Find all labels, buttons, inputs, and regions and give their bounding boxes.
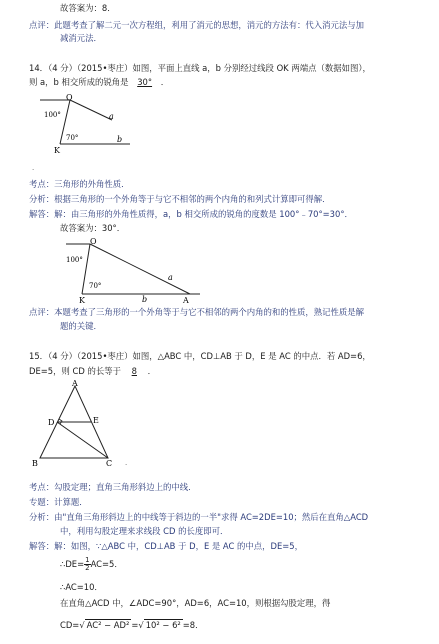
q14-fenxi: 分析：根据三角形的一个外角等于与它不相邻的两个内角的和列式计算即可得解． <box>29 194 331 204</box>
label-b: b <box>142 295 148 304</box>
step-ac: ∴AC=10． <box>60 582 103 592</box>
q14-header-end: ． <box>160 77 170 87</box>
label-e: E <box>93 416 99 425</box>
format-mark: . <box>125 459 128 467</box>
label-b: b <box>117 135 123 144</box>
prev-answer: 故答案为：8． <box>60 3 116 13</box>
q15-question-text: DE=5，则 CD 的长等于 <box>29 366 121 376</box>
angle-100: 100° <box>44 111 61 119</box>
q14-jieda: 解答：解：由三角形的外角性质得，a，b 相交所成的锐角的度数是 100°﹣70°=30°． <box>29 209 353 219</box>
line-a <box>90 244 190 294</box>
angle-100: 100° <box>66 256 83 264</box>
sqrt-expression-2: 10² − 6² <box>145 620 181 630</box>
q14-answer-line: 故答案为：30°． <box>60 223 126 233</box>
label-b: B <box>32 459 38 468</box>
label-k: K <box>79 296 85 304</box>
sqrt-sign-icon: √ <box>138 620 144 630</box>
fraction-denominator: 2 <box>85 564 90 572</box>
segment-cd <box>57 422 108 458</box>
label-d: D <box>48 418 55 427</box>
q14-header-line-2 <box>29 77 169 88</box>
sqrt-sign-icon: √ <box>79 620 85 630</box>
label-c: C <box>106 459 113 468</box>
q14-figure-1 <box>30 92 140 154</box>
step-cd <box>60 620 204 631</box>
label-a-point: A <box>183 296 189 304</box>
label-o: O <box>66 93 73 102</box>
q15-zhuanti: 专题：计算题． <box>29 497 88 507</box>
q15-figure <box>30 378 120 468</box>
angle-70: 70° <box>66 134 79 142</box>
angle-70: 70° <box>89 282 102 290</box>
q14-comment-line-1: 点评：本题考查了三角形的一个外角等于与它不相邻的两个内角的和的性质，熟记性质是解 <box>29 307 364 317</box>
q14-comment-line-2: 题的关键． <box>60 321 102 331</box>
label-a: A <box>72 379 78 388</box>
q14-kaodian: 考点：三角形的外角性质． <box>29 179 130 189</box>
q15-header-end: ． <box>147 366 157 376</box>
format-mark: . <box>32 164 35 172</box>
q15-header-line-2 <box>29 366 156 377</box>
line-a <box>70 100 112 120</box>
step-cd-pre: CD= <box>60 620 80 630</box>
step-de <box>60 557 123 572</box>
q15-answer-blank: 8 <box>131 366 137 376</box>
label-a: a <box>109 112 114 121</box>
step-de-post: AC=5． <box>90 559 123 569</box>
fraction-numerator: 1 <box>85 556 90 564</box>
sqrt-expression-1: AC² − AD² <box>86 620 130 630</box>
label-a: a <box>168 273 173 282</box>
label-k: K <box>54 146 60 154</box>
label-o: O <box>90 237 97 246</box>
equals-sign: = <box>131 620 139 630</box>
q15-fenxi-line-1: 分析：由"直角三角形斜边上的中线等于斜边的一半"求得 AC=2DE=10；然后在直角△ACD <box>29 512 369 522</box>
q15-header-line-1: 15．（4 分）（2015•枣庄）如图，△ABC 中，CD⊥AB 于 D，E 是 AC 的中点．若 AD=6， <box>29 351 371 361</box>
prev-comment-line-1: 点评：此题考查了解二元一次方程组，利用了消元的思想，消元的方法有：代入消元法与加 <box>29 20 364 30</box>
step-de-pre: ∴DE= <box>60 559 85 569</box>
q15-fenxi-line-2: 中，利用勾股定理来求线段 CD 的长度即可． <box>60 526 229 536</box>
q14-figure-2 <box>60 236 210 304</box>
q14-header-line-1: 14．（4 分）（2015•枣庄）如图，平面上直线 a，b 分别经过线段 OK 两端点（数据如图）， <box>29 63 371 73</box>
step-cd-post: =8． <box>182 620 204 630</box>
q14-answer-blank: 30° <box>137 77 153 87</box>
q14-question-text: 则 a，b 相交所成的锐角是 <box>29 77 129 87</box>
q15-jieda: 解答：解：如图，∵△ABC 中，CD⊥AB 于 D，E 是 AC 的中点，DE=5， <box>29 541 303 551</box>
prev-comment-line-2: 减消元法． <box>60 33 102 43</box>
q15-kaodian: 考点：勾股定理；直角三角形斜边上的中线． <box>29 482 197 492</box>
step-right-triangle: 在直角△ACD 中，∠ADC=90°，AD=6，AC=10，则根据勾股定理，得 <box>60 598 331 608</box>
